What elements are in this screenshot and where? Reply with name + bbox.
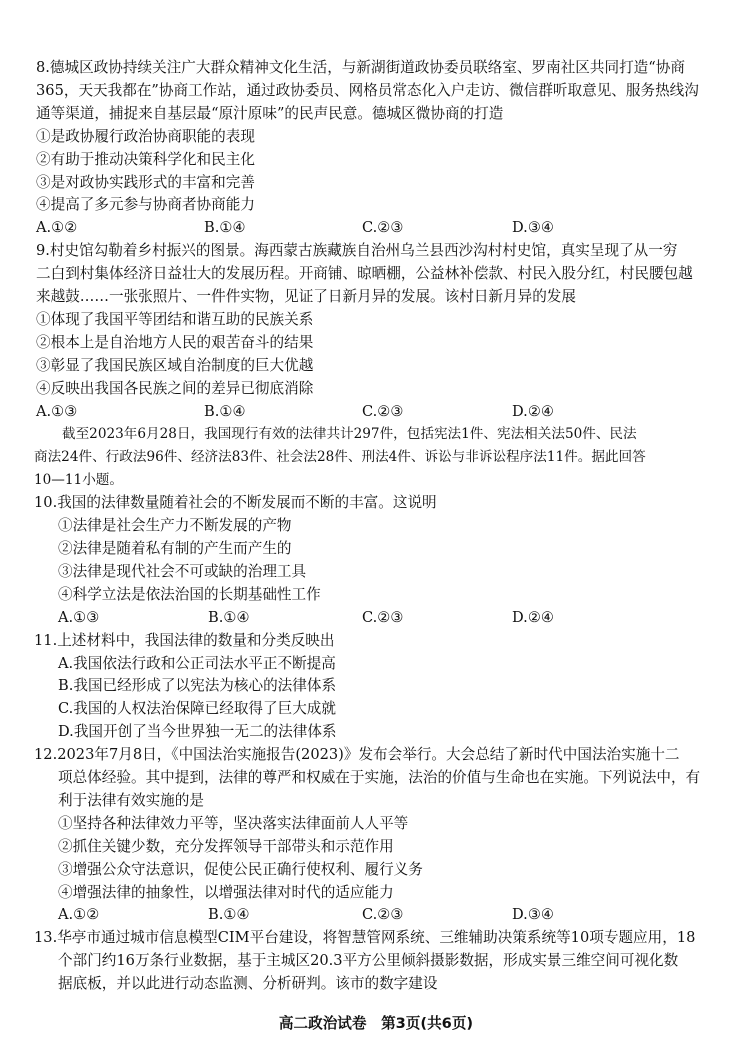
q10-choice-c: C.②③: [362, 608, 404, 626]
q12-stem-line: 12.2023年7月8日，《中国法治实施报告(2023)》发布会举行。大会总结了新时代中国法治实施十二: [34, 746, 680, 764]
q8-choice-b: B.①④: [204, 219, 246, 237]
q9-stem-line: 来越鼓……一张张照片、一件件实物，见证了日新月异的发展。该村日新月异的发展: [36, 288, 576, 306]
q13-stem-line: 个部门约16万条行业数据，基于主城区20.3平方公里倾斜摄影数据，形成实景三维空间可视化数: [58, 952, 679, 970]
passage-line: 截至2023年6月28日，我国现行有效的法律共计297件，包括宪法1件、宪法相关法50件、民法: [62, 426, 637, 443]
q12-choice-c: C.②③: [362, 906, 404, 924]
q10-choice-a: A.①③: [58, 608, 100, 626]
q8-choices: [34, 217, 720, 240]
q12-statement: ①坚持各种法律效力平等，坚决落实法律面前人人平等: [58, 814, 409, 832]
q12-stem-line: 项总体经验。其中提到，法律的尊严和权威在于实施，法治的价值与生命也在实施。下列说法中，有: [58, 769, 701, 787]
q8-stem-line: 365，天天我都在”协商工作站，通过政协委员、网格员常态化入户走访、微信群听取意见、服务热线沟: [36, 81, 699, 99]
q8-stem-line: 8.德城区政协持续关注广大群众精神文化生活，与新湖街道政协委员联络室、罗南社区共同打造“协商: [36, 59, 685, 76]
q10-choices: [34, 607, 720, 630]
q9-stem-line: 二白到村集体经济日益壮大的发展历程。开商铺、晾晒棚，公益林补偿款、村民入股分红，村民腰包越: [36, 265, 693, 283]
q13-stem-line: 据底板，并以此进行动态监测、分析研判。该市的数字建设: [58, 975, 438, 993]
q12-stem-line: 利于法律有效实施的是: [58, 791, 204, 809]
page-content: [34, 57, 720, 996]
q11-option: D.我国开创了当今世界独一无二的法律体系: [58, 723, 337, 741]
q10-statement: ①法律是社会生产力不断发展的产物: [58, 517, 292, 535]
q11-option: C.我国的人权法治保障已经取得了巨大成就: [58, 700, 336, 718]
q8-choice-d: D.③④: [512, 219, 554, 237]
passage-line: 10—11小题。: [34, 472, 123, 489]
q12-choice-d: D.③④: [512, 906, 554, 924]
q8-statement: ②有助于推动决策科学化和民主化: [36, 150, 255, 168]
q13-stem-line: 13.华亭市通过城市信息模型CIM平台建设，将智慧管网系统、三维辅助决策系统等10项专题应用，18: [34, 929, 696, 947]
q9-choices: [34, 401, 720, 424]
q11-stem-line: 11.上述材料中，我国法律的数量和分类反映出: [34, 631, 335, 649]
q9-statement: ④反映出我国各民族之间的差异已彻底消除: [36, 379, 314, 397]
q12-choices: [34, 904, 720, 927]
q12-statement: ③增强公众守法意识，促使公民正确行使权利、履行义务: [58, 860, 423, 878]
q8-statement: ④提高了多元参与协商者协商能力: [36, 196, 255, 214]
q9-statement: ②根本上是自治地方人民的艰苦奋斗的结果: [36, 333, 314, 351]
q10-choice-d: D.②④: [512, 608, 554, 626]
q9-choice-b: B.①④: [204, 402, 246, 420]
q12-choice-b: B.①④: [208, 906, 250, 924]
q10-stem-line: 10.我国的法律数量随着社会的不断发展而不断的丰富。这说明: [34, 494, 437, 512]
q9-statement: ①体现了我国平等团结和谐互助的民族关系: [36, 310, 314, 328]
q8-stem-line: 通等渠道，捕捉来自基层最“原汁原味”的民声民意。德城区微协商的打造: [36, 104, 504, 122]
q8-choice-c: C.②③: [362, 219, 404, 237]
q8-statement: ③是对政协实践形式的丰富和完善: [36, 173, 255, 191]
q11-option: A.我国依法行政和公正司法水平正不断提高: [58, 654, 336, 672]
q8-choice-a: A.①②: [36, 219, 78, 237]
q9-choice-d: D.②④: [512, 402, 554, 420]
q9-statement: ③彰显了我国民族区域自治制度的巨大优越: [36, 356, 314, 374]
q12-choice-a: A.①②: [58, 906, 100, 924]
q10-choice-b: B.①④: [208, 608, 250, 626]
q9-choice-c: C.②③: [362, 402, 404, 420]
passage-line: 商法24件、行政法96件、经济法83件、社会法28件、刑法4件、诉讼与非诉讼程序法11件。据此回答: [34, 449, 646, 466]
q11-option: B.我国已经形成了以宪法为核心的法律体系: [58, 677, 337, 695]
q12-statement: ②抓住关键少数，充分发挥领导干部带头和示范作用: [58, 837, 394, 855]
q8-statement: ①是政协履行政治协商职能的表现: [36, 127, 255, 145]
q12-statement: ④增强法律的抽象性，以增强法律对时代的适应能力: [58, 883, 394, 901]
page-footer: 高二政治试卷 第3页(共6页): [278, 1015, 474, 1032]
q10-statement: ②法律是随着私有制的产生而产生的: [58, 540, 292, 557]
q9-choice-a: A.①③: [36, 402, 78, 420]
q10-statement: ③法律是现代社会不可或缺的治理工具: [58, 562, 307, 580]
q10-statement: ④科学立法是依法治国的长期基础性工作: [58, 585, 321, 603]
q9-stem-line: 9.村史馆勾勒着乡村振兴的图景。海西蒙古族藏族自治州乌兰县西沙沟村村史馆，真实呈现了从一穷: [36, 242, 678, 260]
